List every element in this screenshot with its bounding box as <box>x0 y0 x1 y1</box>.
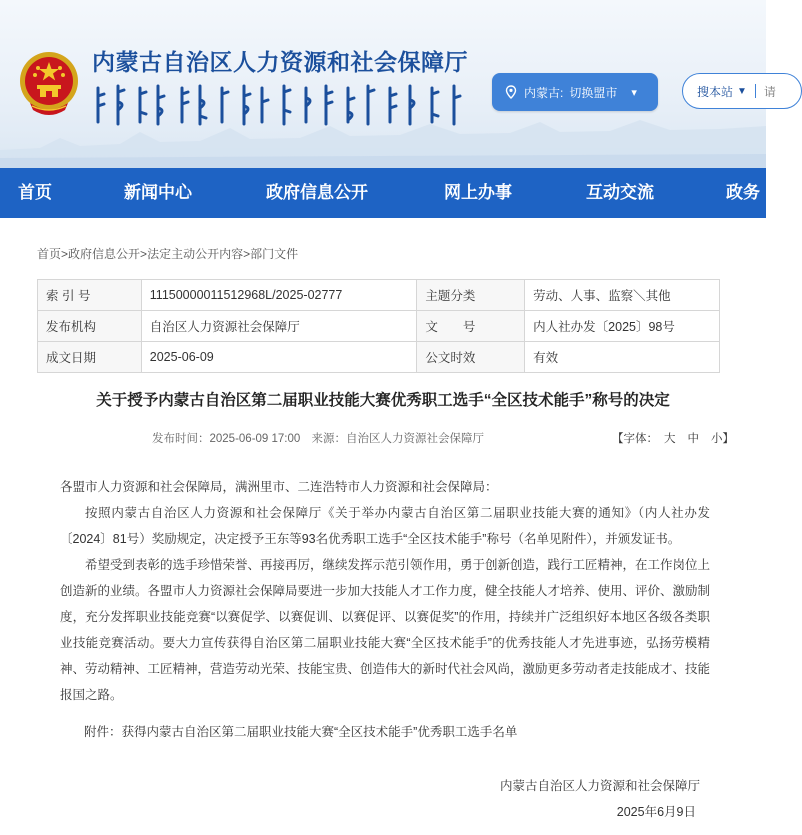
site-title: 内蒙古自治区人力资源和社会保障厅 <box>92 49 468 75</box>
nav-item-government[interactable]: 政务 <box>726 183 760 202</box>
signature-date: 2025年6月9日 <box>616 805 696 819</box>
article-paragraph: 按照内蒙古自治区人力资源和社会保障厅《关于举办内蒙古自治区第二届职业技能大赛的通知》（内人社办发〔2024〕81号）奖励规定，决定授予王东等93名优秀职工选手“全区技术能手”称号（名单见附件），并颁发证书。 <box>60 506 710 546</box>
location-pin-icon <box>504 85 518 99</box>
article-meta <box>152 430 484 446</box>
breadcrumb-public-content[interactable]: 法定主动公开内容 <box>147 247 244 261</box>
nav-item-online-services[interactable]: 网上办事 <box>444 183 512 202</box>
table-row <box>38 280 720 311</box>
publish-time: 发布时间：2025-06-09 17:00 <box>152 433 301 445</box>
breadcrumb <box>37 245 298 262</box>
search-input[interactable]: 请 <box>763 84 776 99</box>
breadcrumb-separator: > <box>243 247 251 261</box>
publisher-label: 发布机构 <box>38 311 142 342</box>
nav-item-gov-info[interactable]: 政府信息公开 <box>266 183 368 202</box>
nav-item-interaction[interactable]: 互动交流 <box>586 183 654 202</box>
article-body <box>60 474 710 708</box>
font-small-button[interactable]: 小】 <box>711 433 734 445</box>
article-source: 来源：自治区人力资源社会保障厅 <box>311 433 485 445</box>
addressee: 各盟市人力资源和社会保障局，满洲里市、二连浩特市人力资源和社会保障局： <box>60 480 498 494</box>
search-divider <box>755 84 756 98</box>
national-emblem-icon <box>18 48 80 118</box>
region-switcher[interactable] <box>492 73 658 111</box>
font-large-button[interactable]: 大 <box>664 433 676 445</box>
main-nav <box>0 168 766 218</box>
site-search[interactable] <box>682 73 802 109</box>
site-header <box>0 0 776 168</box>
caret-down-icon: ▼ <box>737 85 747 97</box>
article-paragraph: 希望受到表彰的选手珍惜荣誉、再接再厉，继续发挥示范引领作用，勇于创新创造，践行工匠精神，在工作岗位上创造新的业绩。各盟市人力资源社会保障局要进一步加大技能人才工作力度，健全技能人才培养、使用、评价、激励制度，充分发挥职业技能竞赛“以赛促学、以赛促训、以赛促评、以赛促奖”的作用，持续并广泛组织好本地区各级各类职业技能竞赛活动。要大力宣传获得自治区第二届职业技能大赛“全区技术能手”的优秀技能人才先进事迹，弘扬劳模精神、劳动精神、工匠精神，营造劳动光荣、技能宝贵、创造伟大的新时代社会风尚，激励更多劳动者走技能成才、技能报国之路。 <box>60 558 711 702</box>
docno-label: 文 号 <box>417 311 525 342</box>
validity-value: 有效 <box>525 342 720 373</box>
font-size-control <box>612 430 734 446</box>
font-size-label: 【字体： <box>612 433 658 445</box>
validity-label: 公文时效 <box>417 342 525 373</box>
current-region: 内蒙古: <box>524 85 564 100</box>
publisher-value: 自治区人力资源社会保障厅 <box>141 311 417 342</box>
font-medium-button[interactable]: 中 <box>687 433 699 445</box>
mongolian-script-logo <box>92 82 472 130</box>
category-label: 主题分类 <box>417 280 525 311</box>
index-label: 索 引 号 <box>38 280 142 311</box>
date-label: 成文日期 <box>38 342 142 373</box>
switch-region-label[interactable]: 切换盟市 <box>569 85 618 100</box>
document-info-table <box>37 279 720 373</box>
breadcrumb-separator: > <box>140 247 148 261</box>
chevron-down-icon: ▾ <box>631 86 637 99</box>
breadcrumb-gov-info[interactable]: 政府信息公开 <box>68 247 141 261</box>
date-value: 2025-06-09 <box>141 342 417 373</box>
breadcrumb-home[interactable]: 首页 <box>37 247 62 261</box>
nav-item-news[interactable]: 新闻中心 <box>124 183 192 202</box>
breadcrumb-dept-files[interactable]: 部门文件 <box>250 247 299 261</box>
table-row <box>38 311 720 342</box>
table-row <box>38 342 720 373</box>
category-value: 劳动、人事、监察＼其他 <box>525 280 720 311</box>
docno-value: 内人社办发〔2025〕98号 <box>525 311 720 342</box>
signature-org: 内蒙古自治区人力资源和社会保障厅 <box>499 779 700 793</box>
index-value: 11150000011512968L/2025-02777 <box>141 280 417 311</box>
attachment-link[interactable]: 附件：获得内蒙古自治区第二届职业技能大赛“全区技术能手”优秀职工选手名单 <box>84 725 518 739</box>
search-scope-select[interactable]: 搜本站 <box>697 84 734 99</box>
article-title: 关于授予内蒙古自治区第二届职业技能大赛优秀职工选手“全区技术能手”称号的决定 <box>96 392 670 409</box>
breadcrumb-separator: > <box>61 247 69 261</box>
nav-item-home[interactable]: 首页 <box>18 183 52 202</box>
